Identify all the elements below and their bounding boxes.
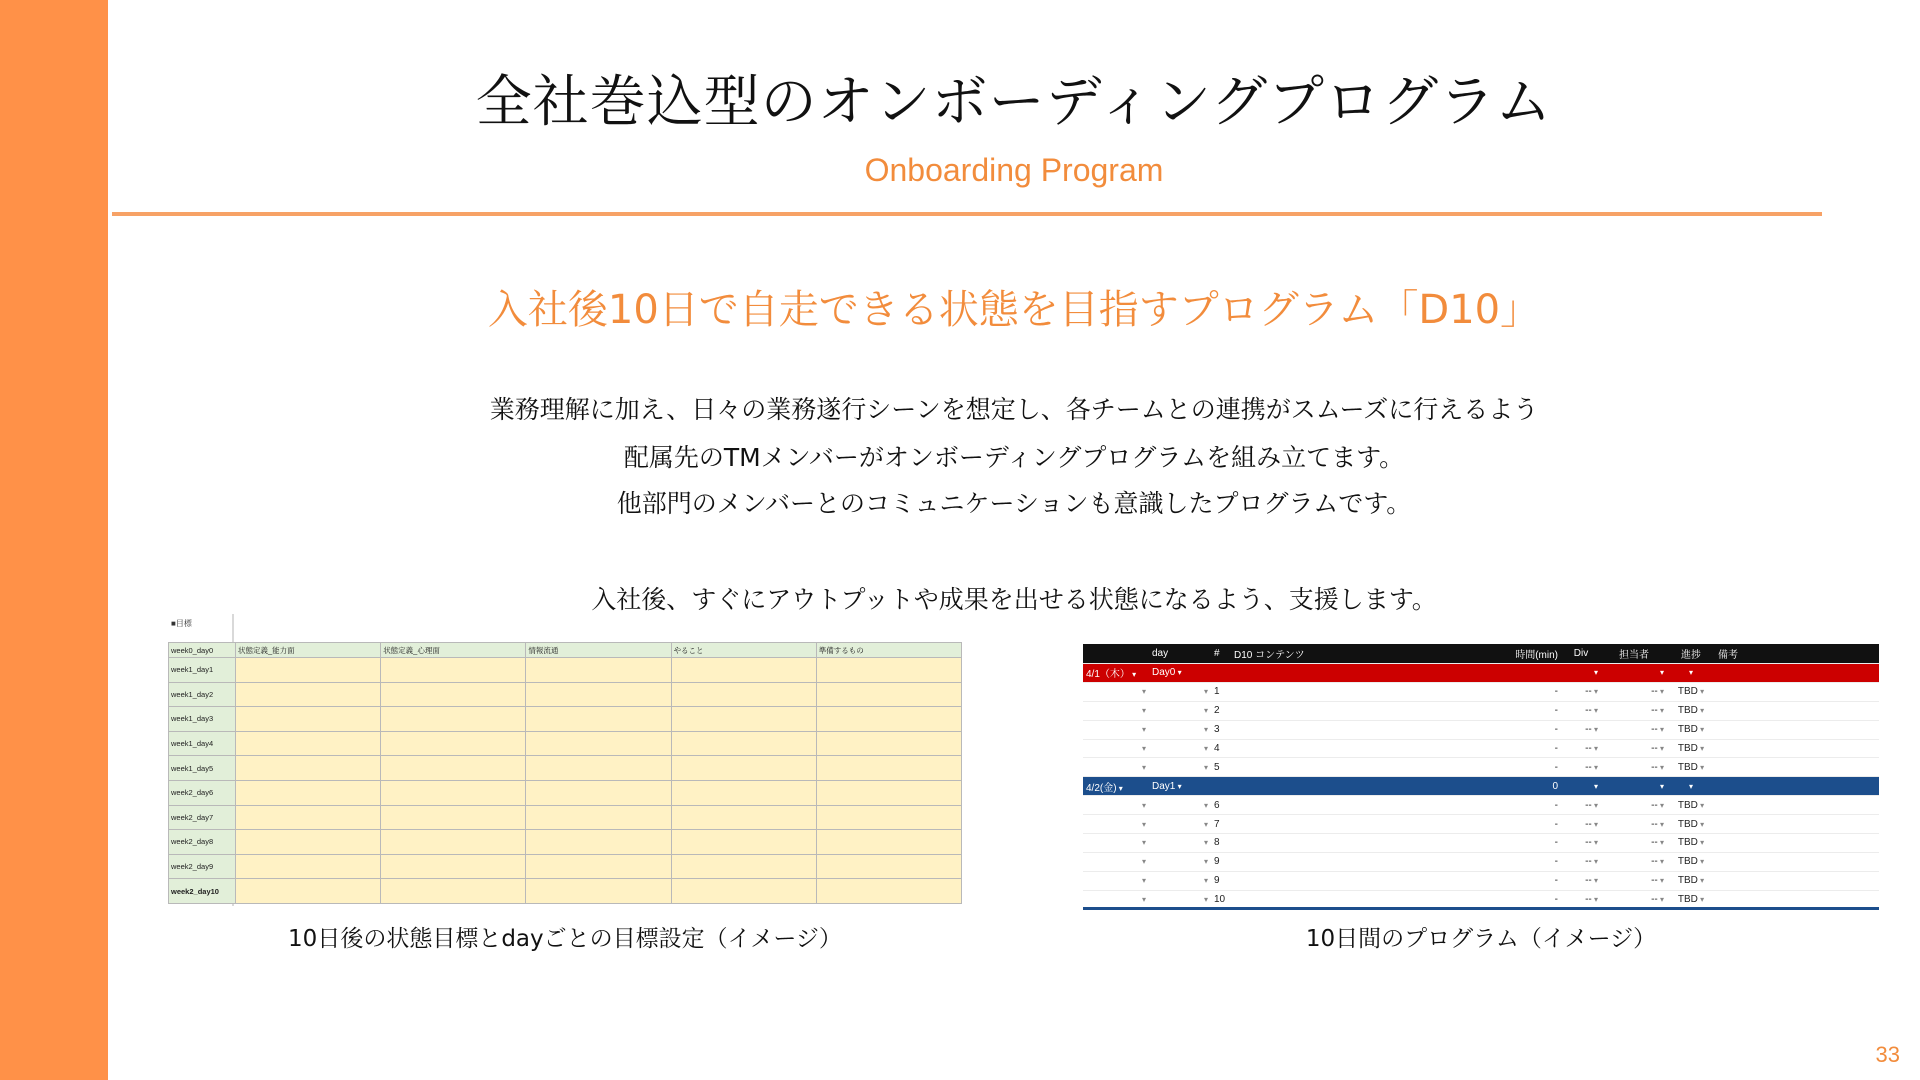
body-line-4: 入社後、すぐにアウトプットや成果を出せる状態になるよう、支援します。 — [591, 585, 1437, 614]
program-item-owner: -- — [1651, 799, 1658, 811]
program-item-number: 9 — [1211, 852, 1231, 871]
dropdown-arrow-icon[interactable]: ▾ — [1203, 800, 1208, 810]
dropdown-arrow-icon[interactable]: ▾ — [1591, 725, 1598, 735]
program-sheet-table — [1083, 644, 1879, 910]
program-item-div: -- — [1585, 799, 1592, 811]
program-sheet-header: 備考 — [1715, 644, 1879, 664]
page-title: 全社巻込型のオンボーディングプログラム — [475, 70, 1553, 135]
dropdown-arrow-icon[interactable]: ▾ — [1697, 895, 1705, 905]
goal-sheet-header: 状態定義_心理面 — [381, 643, 526, 658]
dropdown-arrow-icon[interactable]: ▾ — [1697, 838, 1705, 848]
dropdown-arrow-icon[interactable]: ▾ — [1697, 706, 1705, 716]
dropdown-arrow-icon[interactable]: ▾ — [1657, 895, 1664, 905]
goal-sheet-header-row — [169, 643, 962, 658]
goal-sheet-row — [169, 854, 962, 879]
program-day-label-text: Day1 — [1152, 780, 1176, 792]
dropdown-arrow-icon[interactable]: ▾ — [1141, 819, 1146, 829]
program-sheet-bottom-line — [1083, 907, 1879, 910]
program-item-row — [1083, 871, 1879, 890]
program-item-time: - — [1497, 815, 1561, 834]
dropdown-arrow-icon[interactable]: ▾ — [1203, 838, 1208, 848]
goal-sheet-header: 情報流通 — [526, 643, 671, 658]
program-sheet-header: # — [1211, 644, 1231, 664]
program-item-div: -- — [1585, 818, 1592, 830]
program-sheet-image — [1083, 644, 1879, 906]
dropdown-arrow-icon[interactable]: ▾ — [1203, 876, 1208, 886]
goal-sheet-header: week0_day0 — [169, 643, 236, 658]
program-item-owner: -- — [1651, 856, 1658, 868]
dropdown-arrow-icon[interactable]: ▾ — [1591, 857, 1598, 867]
page-number: 33 — [1875, 1042, 1900, 1067]
goal-sheet-row-label: week2_day10 — [169, 879, 236, 904]
program-item-div: -- — [1585, 686, 1592, 698]
dropdown-arrow-icon[interactable]: ▾ — [1203, 819, 1208, 829]
program-item-status: TBD — [1677, 875, 1698, 887]
program-item-status: TBD — [1677, 686, 1698, 698]
dropdown-arrow-icon[interactable]: ▾ — [1697, 800, 1705, 810]
program-item-number: 8 — [1211, 834, 1231, 853]
program-item-status: TBD — [1677, 894, 1698, 906]
program-item-row — [1083, 834, 1879, 853]
dropdown-arrow-icon[interactable]: ▾ — [1203, 687, 1208, 697]
dropdown-arrow-icon[interactable]: ▾ — [1593, 668, 1598, 678]
dropdown-arrow-icon[interactable]: ▾ — [1591, 838, 1598, 848]
program-sheet-header: 進捗 — [1667, 644, 1715, 664]
program-item-div: -- — [1585, 837, 1592, 849]
dropdown-arrow-icon[interactable]: ▾ — [1697, 857, 1705, 867]
goal-sheet-header: 準備するもの — [816, 643, 961, 658]
program-item-time: - — [1497, 890, 1561, 909]
dropdown-arrow-icon[interactable]: ▾ — [1141, 762, 1146, 772]
dropdown-arrow-icon[interactable]: ▾ — [1141, 857, 1146, 867]
goal-sheet-row — [169, 805, 962, 830]
program-sheet-caption: 10日間のプログラム（イメージ） — [1305, 926, 1657, 952]
goal-sheet-row — [169, 731, 962, 756]
program-item-number: 3 — [1211, 720, 1231, 739]
goal-sheet-row-label: week1_day1 — [169, 658, 236, 683]
dropdown-arrow-icon[interactable]: ▾ — [1141, 744, 1146, 753]
program-day-date — [1083, 664, 1149, 683]
program-item-div: -- — [1585, 894, 1592, 906]
dropdown-arrow-icon[interactable]: ▾ — [1141, 895, 1146, 905]
dropdown-arrow-icon[interactable]: ▾ — [1141, 706, 1146, 716]
program-item-row — [1083, 739, 1879, 758]
program-item-div: -- — [1585, 875, 1592, 887]
dropdown-arrow-icon[interactable]: ▾ — [1657, 762, 1664, 772]
program-item-status: TBD — [1677, 856, 1698, 868]
dropdown-arrow-icon[interactable]: ▾ — [1203, 725, 1208, 735]
program-item-div: -- — [1585, 761, 1592, 773]
goal-sheet-row-label: week1_day3 — [169, 707, 236, 732]
program-item-row — [1083, 758, 1879, 777]
program-item-row — [1083, 720, 1879, 739]
left-accent-bar — [0, 0, 108, 1080]
dropdown-arrow-icon[interactable]: ▾ — [1203, 744, 1208, 753]
goal-sheet-row-label: week2_day6 — [169, 780, 236, 805]
program-item-owner: -- — [1651, 705, 1658, 717]
goal-sheet-caption: 10日後の状態目標とdayごとの目標設定（イメージ） — [288, 926, 842, 952]
goal-sheet-row — [169, 707, 962, 732]
program-item-time: - — [1497, 739, 1561, 758]
dropdown-arrow-icon[interactable]: ▾ — [1141, 876, 1146, 886]
goal-sheet-row — [169, 756, 962, 781]
program-item-status: TBD — [1677, 837, 1698, 849]
dropdown-arrow-icon[interactable]: ▾ — [1591, 800, 1598, 810]
program-item-owner: -- — [1651, 818, 1658, 830]
program-item-time: - — [1497, 758, 1561, 777]
goal-sheet-image — [168, 614, 962, 906]
dropdown-arrow-icon[interactable]: ▾ — [1657, 706, 1664, 716]
goal-sheet-header: 状態定義_能力面 — [236, 643, 381, 658]
program-item-time: - — [1497, 796, 1561, 815]
dropdown-arrow-icon[interactable]: ▾ — [1591, 762, 1598, 772]
program-item-row — [1083, 701, 1879, 720]
goal-sheet-table — [168, 642, 962, 904]
program-item-number: 1 — [1211, 682, 1231, 701]
program-item-owner: -- — [1651, 837, 1658, 849]
dropdown-arrow-icon[interactable]: ▾ — [1591, 706, 1598, 716]
program-item-number: 2 — [1211, 701, 1231, 720]
program-item-time: - — [1497, 834, 1561, 853]
body-line-2: 配属先のTMメンバーがオンボーディングプログラムを組み立てます。 — [623, 443, 1405, 472]
dropdown-arrow-icon[interactable]: ▾ — [1657, 800, 1664, 810]
dropdown-arrow-icon[interactable]: ▾ — [1141, 725, 1146, 735]
dropdown-arrow-icon[interactable]: ▾ — [1129, 670, 1137, 680]
goal-sheet-header: やること — [671, 643, 816, 658]
dropdown-arrow-icon[interactable]: ▾ — [1591, 819, 1598, 829]
goal-sheet-row-label: week2_day9 — [169, 854, 236, 879]
dropdown-arrow-icon[interactable]: ▾ — [1175, 781, 1182, 791]
program-item-row — [1083, 852, 1879, 871]
dropdown-arrow-icon[interactable]: ▾ — [1116, 783, 1123, 793]
goal-sheet-row — [169, 658, 962, 683]
dropdown-arrow-icon[interactable]: ▾ — [1141, 687, 1146, 697]
program-item-owner: -- — [1651, 875, 1658, 887]
program-item-time: - — [1497, 852, 1561, 871]
program-item-time: - — [1497, 701, 1561, 720]
dropdown-arrow-icon[interactable]: ▾ — [1657, 687, 1664, 697]
program-item-owner: -- — [1651, 724, 1658, 736]
goal-sheet-row-label: week1_day2 — [169, 682, 236, 707]
program-item-status: TBD — [1677, 743, 1698, 754]
dropdown-arrow-icon[interactable]: ▾ — [1591, 895, 1598, 905]
program-item-time: - — [1497, 720, 1561, 739]
title-divider — [112, 212, 1822, 216]
goal-sheet-row — [169, 682, 962, 707]
program-item-number: 7 — [1211, 815, 1231, 834]
page-subtitle: Onboarding Program — [864, 152, 1164, 188]
dropdown-arrow-icon[interactable]: ▾ — [1657, 819, 1664, 829]
program-day-date-text: 4/2(金) — [1086, 782, 1117, 794]
program-item-time: - — [1497, 871, 1561, 890]
dropdown-arrow-icon[interactable]: ▾ — [1657, 838, 1664, 848]
program-item-time: - — [1497, 682, 1561, 701]
dropdown-arrow-icon[interactable]: ▾ — [1657, 857, 1664, 867]
program-item-owner: -- — [1651, 761, 1658, 773]
goal-sheet-row-label: week1_day5 — [169, 756, 236, 781]
goal-sheet-row — [169, 830, 962, 855]
dropdown-arrow-icon[interactable]: ▾ — [1593, 781, 1598, 791]
goal-sheet-row-label: week1_day4 — [169, 731, 236, 756]
program-item-status: TBD — [1677, 761, 1698, 773]
dropdown-arrow-icon[interactable]: ▾ — [1697, 744, 1705, 753]
dropdown-arrow-icon[interactable]: ▾ — [1203, 706, 1208, 716]
dropdown-arrow-icon[interactable]: ▾ — [1175, 668, 1182, 678]
program-item-number: 4 — [1211, 739, 1231, 758]
dropdown-arrow-icon[interactable]: ▾ — [1203, 895, 1208, 905]
dropdown-arrow-icon[interactable]: ▾ — [1697, 876, 1705, 886]
program-item-owner: -- — [1651, 743, 1658, 754]
dropdown-arrow-icon[interactable]: ▾ — [1697, 725, 1705, 735]
program-item-row — [1083, 815, 1879, 834]
dropdown-arrow-icon[interactable]: ▾ — [1203, 857, 1208, 867]
program-sheet-header: day — [1149, 644, 1211, 664]
program-item-number: 6 — [1211, 796, 1231, 815]
goal-sheet-row — [169, 780, 962, 805]
dropdown-arrow-icon[interactable]: ▾ — [1688, 781, 1693, 791]
dropdown-arrow-icon[interactable]: ▾ — [1697, 687, 1705, 697]
goal-sheet-label: ■目標 — [171, 619, 192, 628]
program-item-status: TBD — [1677, 799, 1698, 811]
goal-sheet-row-label: week2_day8 — [169, 830, 236, 855]
dropdown-arrow-icon[interactable]: ▾ — [1657, 725, 1664, 735]
body-line-3: 他部門のメンバーとのコミュニケーションも意識したプログラムです。 — [616, 489, 1412, 518]
program-item-div: -- — [1585, 743, 1592, 754]
program-sheet-header: D10 コンテンツ — [1231, 644, 1497, 664]
dropdown-arrow-icon[interactable]: ▾ — [1141, 838, 1146, 848]
program-item-number: 10 — [1211, 890, 1231, 909]
program-day-date-text: 4/1（木） — [1086, 669, 1130, 681]
program-item-status: TBD — [1677, 705, 1698, 717]
program-sheet-header: 時間(min) — [1497, 644, 1561, 664]
dropdown-arrow-icon[interactable]: ▾ — [1688, 668, 1693, 678]
program-item-number: 5 — [1211, 758, 1231, 777]
program-day-time: 0 — [1497, 777, 1561, 796]
program-item-row — [1083, 682, 1879, 701]
program-day-row — [1083, 664, 1879, 683]
goal-sheet-row-label: week2_day7 — [169, 805, 236, 830]
program-item-div: -- — [1585, 705, 1592, 717]
dropdown-arrow-icon[interactable]: ▾ — [1697, 819, 1705, 829]
program-sheet-header — [1083, 644, 1149, 664]
program-item-owner: -- — [1651, 894, 1658, 906]
program-item-status: TBD — [1677, 818, 1698, 830]
dropdown-arrow-icon[interactable]: ▾ — [1659, 668, 1664, 678]
dropdown-arrow-icon[interactable]: ▾ — [1657, 876, 1664, 886]
dropdown-arrow-icon[interactable]: ▾ — [1657, 744, 1664, 753]
program-day-row — [1083, 777, 1879, 796]
dropdown-arrow-icon[interactable]: ▾ — [1591, 876, 1598, 886]
program-item-row — [1083, 796, 1879, 815]
program-item-div: -- — [1585, 724, 1592, 736]
program-item-status: TBD — [1677, 724, 1698, 736]
program-sheet-header: 担当者 — [1601, 644, 1667, 664]
section-headline: 入社後10日で自走できる状態を目指すプログラム「D10」 — [487, 287, 1541, 333]
program-day-date — [1083, 777, 1149, 796]
program-item-number: 9 — [1211, 871, 1231, 890]
program-day-label — [1149, 777, 1211, 796]
goal-sheet-row — [169, 879, 962, 904]
program-day-label-text: Day0 — [1152, 667, 1176, 679]
dropdown-arrow-icon[interactable]: ▾ — [1659, 781, 1664, 791]
dropdown-arrow-icon[interactable]: ▾ — [1141, 800, 1146, 810]
program-sheet-header-row — [1083, 644, 1879, 664]
dropdown-arrow-icon[interactable]: ▾ — [1697, 762, 1705, 772]
dropdown-arrow-icon[interactable]: ▾ — [1591, 687, 1598, 697]
program-sheet-header: Div — [1561, 644, 1601, 664]
dropdown-arrow-icon[interactable]: ▾ — [1203, 762, 1208, 772]
dropdown-arrow-icon[interactable]: ▾ — [1591, 744, 1598, 753]
program-day-label — [1149, 664, 1211, 683]
program-item-div: -- — [1585, 856, 1592, 868]
body-line-1: 業務理解に加え、日々の業務遂行シーンを想定し、各チームとの連携がスムーズに行えるよう — [489, 395, 1539, 424]
program-item-owner: -- — [1651, 686, 1658, 698]
program-day-time — [1497, 664, 1561, 683]
